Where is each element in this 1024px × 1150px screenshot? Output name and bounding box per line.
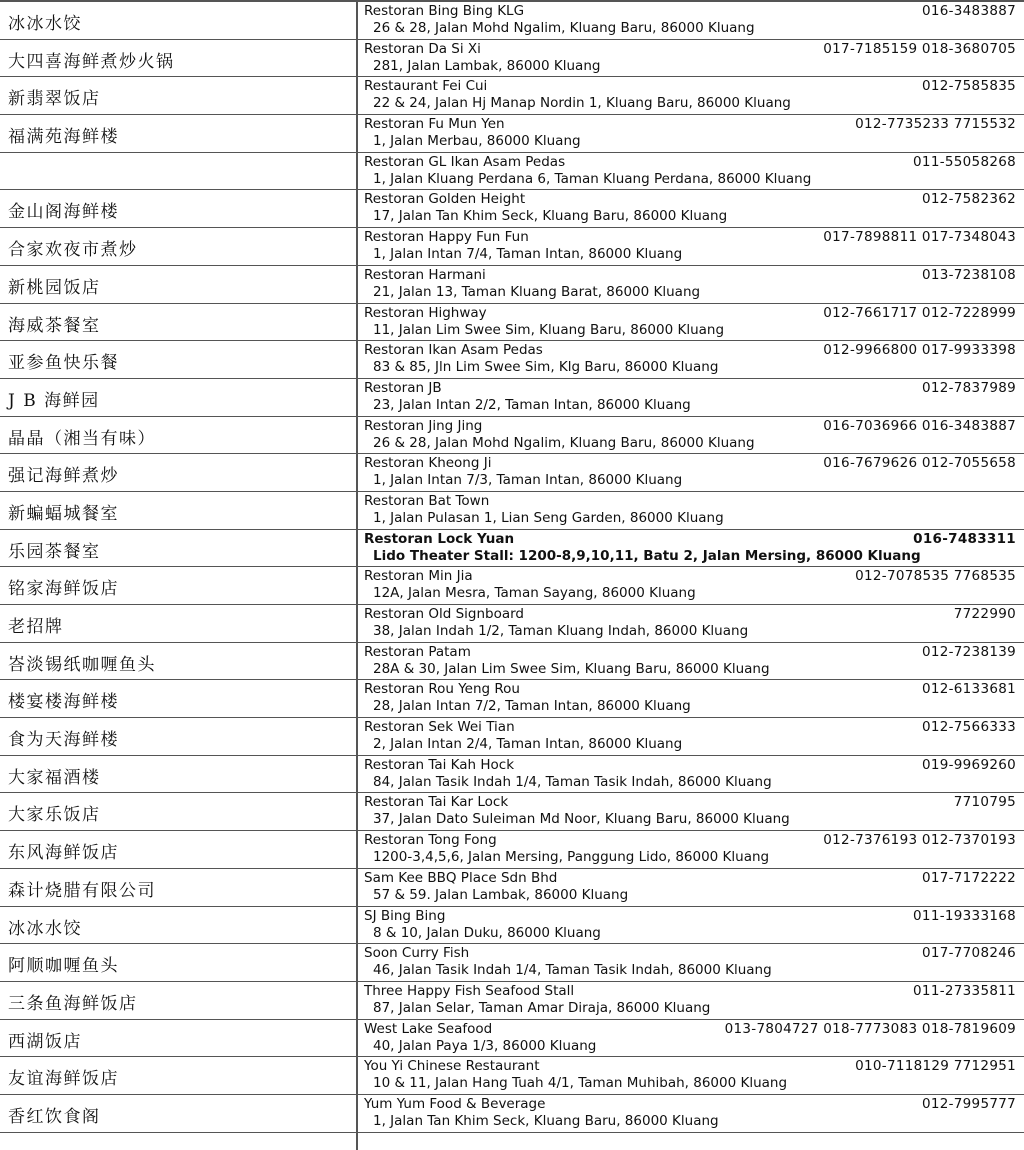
restaurant-phone: 012-9966800 017-9933398 — [823, 342, 1016, 359]
restaurant-name: Restoran Bing Bing KLG — [364, 3, 525, 19]
table-row — [0, 567, 1024, 605]
restaurant-phone: 017-7708246 — [921, 945, 1016, 962]
table-row — [0, 266, 1024, 304]
restaurant-name: Restoran Tong Fong — [364, 832, 497, 849]
restaurant-address: 1, Jalan Tan Khim Seck, Kluang Baru, 86000 Kluang — [373, 1112, 719, 1129]
chinese-name: 西湖饭店 — [8, 1031, 82, 1052]
table-row — [0, 756, 1024, 794]
table-row — [0, 115, 1024, 153]
table-row — [0, 1020, 1024, 1058]
restaurant-phone: 012-7376193 012-7370193 — [823, 832, 1016, 849]
chinese-name: 冰冰水饺 — [8, 14, 82, 34]
table-row — [0, 718, 1024, 756]
restaurant-address: 22 & 24, Jalan Hj Manap Nordin 1, Kluang Baru, 86000 Kluang — [373, 95, 791, 112]
restaurant-address: 281, Jalan Lambak, 86000 Kluang — [373, 57, 601, 74]
restaurant-phone: 010-7118129 7712951 — [855, 1058, 1016, 1075]
restaurant-name: Restoran Sek Wei Tian — [364, 719, 515, 736]
restaurant-name: West Lake Seafood — [364, 1020, 493, 1037]
restaurant-phone: 012-7585835 — [921, 78, 1016, 95]
table-row — [0, 982, 1024, 1020]
table-row — [0, 1095, 1024, 1133]
chinese-name: 三条鱼海鲜饭店 — [8, 993, 138, 1014]
restaurant-address: 10 & 11, Jalan Hang Tuah 4/1, Taman Muhibah, 86000 Kluang — [373, 1075, 788, 1092]
table-row — [0, 831, 1024, 869]
restaurant-name: Restoran Min Jia — [364, 568, 473, 585]
restaurant-phone: 016-7679626 012-7055658 — [823, 455, 1016, 472]
chinese-name: 乐园茶餐室 — [8, 541, 101, 562]
restaurant-phone: 013-7804727 018-7773083 018-7819609 — [724, 1020, 1016, 1037]
restaurant-address: 17, Jalan Tan Khim Seck, Kluang Baru, 86000 Kluang — [373, 208, 728, 225]
restaurant-address: 84, Jalan Tasik Indah 1/4, Taman Tasik Indah, 86000 Kluang — [373, 773, 772, 790]
table-row — [0, 643, 1024, 681]
restaurant-phone: 7722990 — [953, 606, 1016, 622]
restaurant-phone: 013-7238108 — [921, 266, 1016, 283]
table-row — [0, 77, 1024, 115]
restaurant-address: 1, Jalan Kluang Perdana 6, Taman Kluang Perdana, 86000 Kluang — [373, 170, 812, 187]
restaurant-address: 87, Jalan Selar, Taman Amar Diraja, 86000 Kluang — [373, 999, 711, 1016]
restaurant-name: Restoran Highway — [364, 304, 487, 321]
restaurant-address: 1, Jalan Merbau, 86000 Kluang — [373, 133, 581, 150]
table-row — [0, 153, 1024, 191]
chinese-name: 强记海鲜煮炒 — [8, 466, 119, 487]
chinese-name: 新翡翠饭店 — [8, 89, 101, 110]
restaurant-address: 26 & 28, Jalan Mohd Ngalim, Kluang Baru, 86000 Kluang — [373, 20, 755, 36]
chinese-name: 新蝙蝠城餐室 — [8, 503, 119, 524]
restaurant-name: Restoran Patam — [364, 643, 471, 660]
restaurant-phone: 012-7238139 — [921, 643, 1016, 660]
table-row — [0, 417, 1024, 455]
table-row — [0, 454, 1024, 492]
restaurant-address: 8 & 10, Jalan Duku, 86000 Kluang — [373, 924, 601, 941]
restaurant-name: Restoran Da Si Xi — [364, 40, 481, 57]
restaurant-name: Restoran Golden Height — [364, 191, 526, 208]
chinese-name: 阿顺咖喱鱼头 — [8, 956, 119, 977]
restaurant-phone: 016-3483887 — [921, 3, 1016, 19]
restaurant-name: Restoran Lock Yuan — [364, 530, 515, 547]
restaurant-name: You Yi Chinese Restaurant — [364, 1058, 540, 1075]
chinese-name: 金山阁海鲜楼 — [8, 202, 119, 223]
restaurant-name: Soon Curry Fish — [364, 945, 470, 962]
restaurant-phone: 7710795 — [953, 794, 1016, 811]
restaurant-name: Restoran JB — [364, 379, 442, 396]
chinese-name: 森计烧腊有限公司 — [8, 880, 156, 901]
chinese-name: 合家欢夜市煮炒 — [8, 240, 138, 261]
restaurant-name: SJ Bing Bing — [364, 907, 446, 924]
table-row — [0, 1057, 1024, 1095]
restaurant-address: 28, Jalan Intan 7/2, Taman Intan, 86000 Kluang — [373, 698, 691, 715]
restaurant-phone: 012-7582362 — [921, 191, 1016, 208]
restaurant-phone: 012-7566333 — [921, 719, 1016, 736]
restaurant-address: 38, Jalan Indah 1/2, Taman Kluang Indah, 86000 Kluang — [373, 623, 749, 639]
table-row — [0, 907, 1024, 945]
restaurant-name: Restoran Rou Yeng Rou — [364, 681, 520, 698]
chinese-name: 东风海鲜饭店 — [8, 843, 119, 864]
chinese-name: 大家乐饭店 — [8, 805, 101, 826]
restaurant-name: Restoran Jing Jing — [364, 417, 483, 434]
restaurant-phone: 011-19333168 — [913, 907, 1016, 924]
table-row — [0, 530, 1024, 568]
restaurant-name: Restoran Old Signboard — [364, 606, 525, 622]
chinese-name: 老招牌 — [8, 617, 64, 637]
restaurant-phone: 011-55058268 — [913, 153, 1016, 170]
chinese-name: 海威茶餐室 — [8, 315, 101, 336]
restaurant-name: Restoran Tai Kar Lock — [364, 794, 509, 811]
table-row — [0, 793, 1024, 831]
restaurant-name: Restoran Fu Mun Yen — [364, 116, 505, 133]
chinese-name: 福满苑海鲜楼 — [8, 127, 119, 148]
restaurant-name: Restoran Tai Kah Hock — [364, 756, 515, 773]
chinese-name: 铭家海鲜饭店 — [8, 579, 119, 600]
restaurant-phone: 017-7172222 — [921, 869, 1016, 886]
chinese-name: J B 海鲜园 — [8, 390, 100, 411]
restaurant-phone: 011-27335811 — [913, 982, 1016, 999]
chinese-name: 香红饮食阁 — [8, 1106, 101, 1127]
restaurant-phone: 017-7185159 018-3680705 — [823, 40, 1016, 57]
chinese-name: 食为天海鲜楼 — [8, 730, 119, 751]
restaurant-phone: 012-7995777 — [921, 1095, 1016, 1112]
table-row — [0, 379, 1024, 417]
restaurant-address: 2, Jalan Intan 2/4, Taman Intan, 86000 Kluang — [373, 736, 683, 753]
restaurant-name: Sam Kee BBQ Place Sdn Bhd — [364, 869, 558, 886]
restaurant-phone: 012-7735233 7715532 — [855, 116, 1016, 133]
chinese-name: 楼宴楼海鲜楼 — [8, 692, 119, 713]
restaurant-address: 1, Jalan Intan 7/4, Taman Intan, 86000 Kluang — [373, 246, 683, 263]
restaurant-address: 46, Jalan Tasik Indah 1/4, Taman Tasik Indah, 86000 Kluang — [373, 962, 772, 979]
chinese-name: 晶晶（湘当有味） — [8, 428, 156, 449]
restaurant-name: Restaurant Fei Cui — [364, 78, 488, 95]
restaurant-name: Restoran Kheong Ji — [364, 455, 492, 472]
restaurant-address: 57 & 59. Jalan Lambak, 86000 Kluang — [373, 886, 629, 903]
table-row — [0, 492, 1024, 530]
restaurant-address: 12A, Jalan Mesra, Taman Sayang, 86000 Kluang — [373, 585, 696, 602]
restaurant-phone: 012-7837989 — [921, 379, 1016, 396]
restaurant-name: Restoran Harmani — [364, 266, 486, 283]
table-row — [0, 304, 1024, 342]
restaurant-name: Restoran Happy Fun Fun — [364, 229, 529, 246]
table-row — [0, 944, 1024, 982]
restaurant-phone: 017-7898811 017-7348043 — [823, 229, 1016, 246]
restaurant-phone: 016-7483311 — [913, 530, 1016, 547]
restaurant-address: 23, Jalan Intan 2/2, Taman Intan, 86000 Kluang — [373, 396, 691, 413]
restaurant-name: Restoran Ikan Asam Pedas — [364, 342, 543, 359]
restaurant-phone: 012-7661717 012-7228999 — [823, 304, 1016, 321]
restaurant-address: 40, Jalan Paya 1/3, 86000 Kluang — [373, 1037, 597, 1054]
chinese-name: 友谊海鲜饭店 — [8, 1069, 119, 1090]
restaurant-phone: 012-7078535 7768535 — [855, 568, 1016, 585]
restaurant-address: Lido Theater Stall: 1200-8,9,10,11, Batu 2, Jalan Mersing, 86000 Kluang — [373, 547, 921, 564]
restaurant-name: Yum Yum Food & Beverage — [364, 1095, 546, 1112]
chinese-name: 新桃园饭店 — [8, 277, 101, 298]
chinese-name: 亚参鱼快乐餐 — [8, 353, 119, 374]
table-row — [0, 190, 1024, 228]
table-row — [0, 869, 1024, 907]
restaurant-name: Three Happy Fish Seafood Stall — [364, 982, 575, 999]
restaurant-address: 1, Jalan Intan 7/3, Taman Intan, 86000 Kluang — [373, 472, 683, 489]
restaurant-phone: 016-7036966 016-3483887 — [823, 417, 1016, 434]
restaurant-address: 37, Jalan Dato Suleiman Md Noor, Kluang Baru, 86000 Kluang — [373, 811, 790, 828]
restaurant-phone: 012-6133681 — [921, 681, 1016, 698]
restaurant-address: 26 & 28, Jalan Mohd Ngalim, Kluang Baru, 86000 Kluang — [373, 434, 755, 451]
restaurant-address: 11, Jalan Lim Swee Sim, Kluang Baru, 86000 Kluang — [373, 321, 725, 338]
restaurant-name: Restoran Bat Town — [364, 492, 490, 509]
restaurant-address: 21, Jalan 13, Taman Kluang Barat, 86000 Kluang — [373, 283, 701, 300]
chinese-name: 峇淡锡纸咖喱鱼头 — [8, 654, 156, 675]
restaurant-name: Restoran GL Ikan Asam Pedas — [364, 153, 566, 170]
restaurant-address: 28A & 30, Jalan Lim Swee Sim, Kluang Baru, 86000 Kluang — [373, 660, 770, 677]
table-row — [0, 605, 1024, 643]
restaurant-address: 1200-3,4,5,6, Jalan Mersing, Panggung Lido, 86000 Kluang — [373, 849, 770, 866]
restaurant-phone: 019-9969260 — [921, 756, 1016, 773]
table-row — [0, 341, 1024, 379]
chinese-name: 冰冰水饺 — [8, 918, 82, 939]
table-row — [0, 40, 1024, 78]
restaurant-address: 1, Jalan Pulasan 1, Lian Seng Garden, 86000 Kluang — [373, 509, 724, 526]
table-row — [0, 2, 1024, 40]
chinese-name: 大四喜海鲜煮炒火锅 — [8, 51, 175, 72]
restaurant-address: 83 & 85, Jln Lim Swee Sim, Klg Baru, 86000 Kluang — [373, 359, 719, 376]
table-row — [0, 680, 1024, 718]
chinese-name: 大家福酒楼 — [8, 767, 101, 788]
table-row — [0, 228, 1024, 266]
